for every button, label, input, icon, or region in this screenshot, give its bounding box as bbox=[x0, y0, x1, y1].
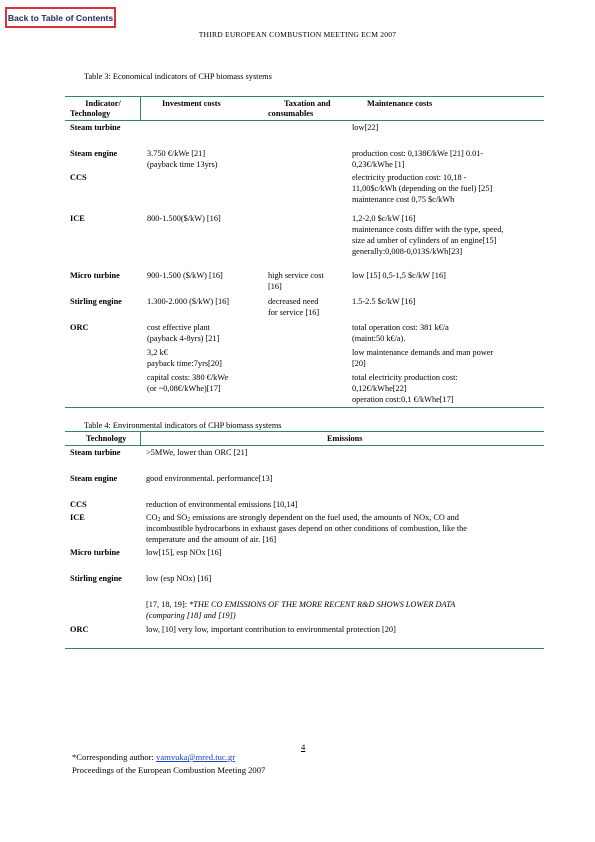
table3-top-rule bbox=[65, 96, 544, 97]
table3-header-tech-line1: Indicator/ bbox=[85, 99, 121, 108]
t4-ice-em1-rest: emissions are strongly dependent on the fuel used, the amounts of NOx, CO and bbox=[190, 513, 459, 522]
corresponding-author bbox=[72, 752, 235, 762]
t4-steam-turbine-em: >5MWe, lower than ORC [21] bbox=[146, 448, 248, 457]
proceedings-line: Proceedings of the European Combustion Meeting 2007 bbox=[72, 765, 266, 775]
table3-header-tech-line2: Technology bbox=[70, 109, 111, 118]
t4-micro-turbine-em: low[15], esp NOx [16] bbox=[146, 548, 222, 557]
table3-header-tax-line2: consumables bbox=[268, 109, 314, 118]
t3-ice-inv: 800-1.500($/kW) [16] bbox=[147, 214, 221, 223]
t3-orc-label: ORC bbox=[70, 323, 89, 332]
table3-caption: Table 3: Economical indicators of CHP biomass systems bbox=[84, 72, 272, 81]
t3-orc-inv3: 3,2 k€ bbox=[147, 348, 168, 357]
table4-header-rule bbox=[65, 445, 544, 446]
t3-micro-turbine-tax2: [16] bbox=[268, 282, 282, 291]
t3-steam-turbine-maint: low[22] bbox=[352, 123, 379, 132]
t3-ccs-maint1: electricity production cost: 10,18 - bbox=[352, 173, 467, 182]
t3-ice-maint4: generally:0,008-0,013S/kWh[23] bbox=[352, 247, 463, 256]
t3-stirling-label: Stirling engine bbox=[70, 297, 122, 306]
t3-micro-turbine-label: Micro turbine bbox=[70, 271, 120, 280]
t4-micro-turbine-label: Micro turbine bbox=[70, 548, 120, 557]
author-email-link[interactable]: vamvuka@mred.tuc.gr bbox=[156, 752, 236, 762]
table3-header-rule bbox=[65, 120, 544, 121]
t4-stirling-label: Stirling engine bbox=[70, 574, 122, 583]
t3-micro-turbine-inv: 900-1.500 ($/kW) [16] bbox=[147, 271, 223, 280]
table4-header-emissions: Emissions bbox=[327, 434, 363, 443]
t4-orc-em2: (comparing [18] and [19]) bbox=[146, 611, 236, 620]
t3-orc-inv4: payback time:7yrs[20] bbox=[147, 359, 222, 368]
t4-ice-em3: temperature and the amount of air. [16] bbox=[146, 535, 277, 544]
t4-steam-turbine-label: Steam turbine bbox=[70, 448, 121, 457]
t3-ccs-maint2: 11,00$c/kWh (depending on the fuel) [25] bbox=[352, 184, 493, 193]
table3-header-tech bbox=[66, 99, 140, 110]
t3-stirling-tax1: decreased need bbox=[268, 297, 319, 306]
t3-orc-maint6: 0,12€/kWhe[22] bbox=[352, 384, 407, 393]
t3-micro-turbine-maint: low [15] 0,5-1,5 $c/kW [16] bbox=[352, 271, 446, 280]
author-prefix: *Corresponding author: bbox=[72, 752, 157, 762]
t3-stirling-inv: 1.300-2.000 ($/kW) [16] bbox=[147, 297, 230, 306]
t3-orc-maint7: operation cost:0,1 €/kWhe[17] bbox=[352, 395, 454, 404]
t4-ice-co2-sub: 2 bbox=[157, 517, 161, 523]
t4-ccs-label: CCS bbox=[70, 500, 87, 509]
t4-steam-engine-em: good environmental. performance[13] bbox=[146, 474, 273, 483]
t4-orc-label: ORC bbox=[70, 625, 89, 634]
table3-header-tax-line1: Taxation and bbox=[284, 99, 331, 108]
t3-micro-turbine-tax1: high service cost bbox=[268, 271, 324, 280]
t4-orc-em1-refs: [17, 18, 19]: bbox=[146, 600, 190, 609]
page-number: 4 bbox=[301, 742, 306, 752]
t3-steam-turbine-label: Steam turbine bbox=[70, 123, 121, 132]
t3-stirling-tax2: for service [16] bbox=[268, 308, 320, 317]
t3-orc-maint5: total electricity production cost: bbox=[352, 373, 458, 382]
t4-ice-em2: incombustible hydrocarbons in exhaust gases depend on other conditions of combustion, like the bbox=[146, 524, 467, 533]
t3-orc-maint3: low maintenance demands and man power bbox=[352, 348, 494, 357]
table4-caption: Table 4: Environmental indicators of CHP biomass systems bbox=[84, 421, 282, 430]
t4-ice-label: ICE bbox=[70, 513, 85, 522]
running-header: THIRD EUROPEAN COMBUSTION MEETING ECM 2007 bbox=[198, 30, 397, 39]
table4-top-rule bbox=[65, 431, 544, 432]
t4-ccs-em: reduction of environmental emissions [10,14] bbox=[146, 500, 298, 509]
back-to-toc-label: Back to Table of Contents bbox=[7, 12, 114, 23]
t4-steam-engine-label: Steam engine bbox=[70, 474, 118, 483]
t4-ice-and-so2: and SO bbox=[160, 513, 188, 522]
back-to-toc-button[interactable] bbox=[5, 7, 116, 28]
t3-orc-inv6: (or ~0,08€/kWhe)[17] bbox=[147, 384, 221, 393]
t3-orc-inv1: cost effective plant bbox=[147, 323, 210, 332]
t3-ice-maint1: 1,2-2,0 $c/kW [16] bbox=[352, 214, 416, 223]
t4-ice-em1 bbox=[146, 513, 459, 524]
t3-ice-maint2: maintenance costs differ with the type, speed, bbox=[352, 225, 504, 234]
table4-header-divider bbox=[140, 432, 141, 445]
t3-orc-maint2: (maint:50 k€/a). bbox=[352, 334, 406, 343]
table3-header-divider bbox=[140, 97, 141, 120]
t4-orc-em1 bbox=[146, 600, 455, 611]
table4-bottom-rule bbox=[65, 648, 544, 649]
t3-steam-engine-inv1: 3.750 €/kWe [21] bbox=[147, 149, 206, 158]
t4-ice-co2: CO bbox=[146, 513, 158, 522]
t3-orc-inv5: capital costs: 380 €/kWe bbox=[147, 373, 229, 382]
t3-steam-engine-inv2: (payback time 13yrs) bbox=[147, 160, 218, 169]
t4-ice-so2-sub: 2 bbox=[187, 517, 191, 523]
t3-ice-maint3: size ad umber of cylinders of an engine[15] bbox=[352, 236, 497, 245]
t3-steam-engine-maint1: production cost: 0,138€/kWe [21] 0.01- bbox=[352, 149, 484, 158]
t3-orc-maint4: [20] bbox=[352, 359, 366, 368]
t3-ccs-label: CCS bbox=[70, 173, 87, 182]
t4-orc-em1-note: *THE CO EMISSIONS OF THE MORE RECENT R&D SHOWS LOWER DATA bbox=[189, 600, 456, 609]
t4-orc-em3: low, [10] very low, important contribution to environmental protection [20] bbox=[146, 625, 396, 634]
table4-header-technology: Technology bbox=[86, 434, 127, 443]
t3-orc-inv2: (payback 4-8yrs) [21] bbox=[147, 334, 220, 343]
t3-steam-engine-label: Steam engine bbox=[70, 149, 118, 158]
t3-orc-maint1: total operation cost: 381 k€/a bbox=[352, 323, 449, 332]
t3-steam-engine-maint2: 0,23€/kWhe [1] bbox=[352, 160, 405, 169]
t3-ice-label: ICE bbox=[70, 214, 85, 223]
t3-ccs-maint3: maintenance cost 0,75 $c/kWh bbox=[352, 195, 455, 204]
table3-header-investment: Investment costs bbox=[162, 99, 221, 108]
t4-stirling-em: low (esp NOx) [16] bbox=[146, 574, 212, 583]
table3-bottom-rule bbox=[65, 407, 544, 408]
table3-header-maintenance: Maintenance costs bbox=[367, 99, 433, 108]
t3-stirling-maint: 1.5-2.5 $c/kW [16] bbox=[352, 297, 416, 306]
